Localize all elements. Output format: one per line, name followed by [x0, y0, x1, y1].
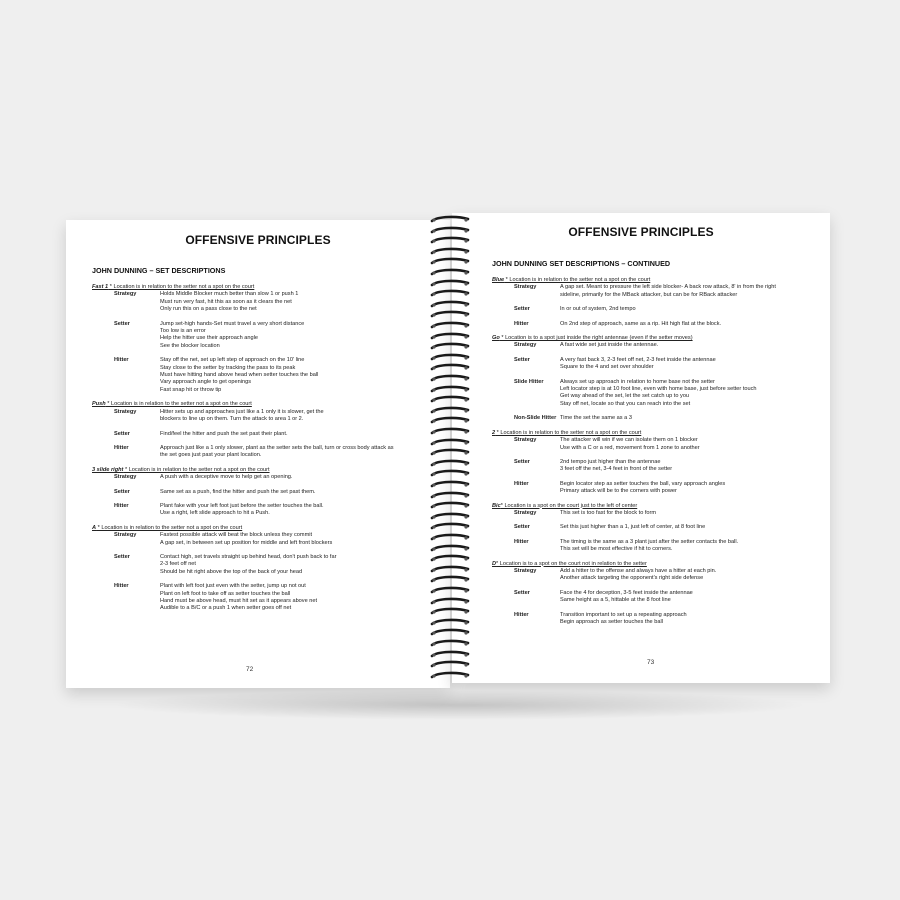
set-heading: [492, 561, 822, 568]
row-label: Strategy: [514, 509, 537, 516]
row-text: [560, 524, 822, 531]
row-line: Help the hitter use their approach angle: [160, 335, 258, 342]
set-row: [92, 503, 442, 518]
row-label: Strategy: [514, 437, 537, 444]
set-section: [92, 525, 442, 613]
row-text: [560, 481, 822, 496]
set-row: [92, 474, 442, 481]
row-line: Begin approach as setter touches the ball: [560, 619, 663, 625]
row-line: Stay close to the setter by tracking the pass to its peak: [160, 364, 296, 371]
set-name: 2: [492, 429, 496, 436]
spiral-coil: [428, 236, 472, 246]
spiral-coil: [428, 618, 472, 628]
set-location-note: * Location is a spot on the court just to the left of center: [500, 502, 638, 509]
row-line: Stay off the net, set up left step of approach on the 10' line: [160, 357, 305, 364]
row-line: Holds Middle Blocker much better than slow 1 or push 1: [160, 291, 299, 298]
row-line: 2-3 feet off net: [160, 561, 196, 568]
row-line: 2nd tempo just higher than the antennae: [560, 458, 661, 465]
row-text: [560, 321, 822, 328]
row-text: [160, 554, 442, 576]
spiral-coil: [428, 215, 472, 225]
spiral-coil: [428, 448, 472, 458]
row-label: Strategy: [514, 567, 537, 574]
set-row: [92, 532, 442, 547]
row-line: The attacker will win if we can isolate them on 1 blocker: [560, 437, 698, 444]
set-section: [492, 430, 822, 496]
row-line: Add a hitter to the offense and always have a hitter at each pin.: [560, 567, 717, 574]
row-label: Hitter: [114, 444, 129, 451]
row-line: Must have hitting hand above head when setter touches the ball: [160, 372, 319, 379]
row-line: 3 feet off the net, 3-4 feet in front of the setter: [560, 466, 673, 473]
set-row: [492, 590, 822, 605]
row-label: Setter: [514, 589, 530, 596]
set-row: [492, 539, 822, 554]
row-text: [560, 539, 822, 554]
set-row: [92, 291, 442, 313]
set-row: [92, 409, 442, 424]
row-line: the set goes just past your plant location.: [160, 452, 262, 459]
set-row: [492, 568, 822, 583]
set-heading: [492, 503, 822, 510]
set-name: Bic: [492, 502, 501, 509]
row-line: A push with a deceptive move to help get an opening.: [160, 474, 293, 481]
row-text: [160, 321, 442, 351]
row-line: Hand must be above head, must hit set as it appears above net: [160, 598, 318, 604]
row-label: Setter: [114, 553, 130, 560]
set-section: [92, 467, 442, 518]
set-row: [92, 445, 442, 460]
row-label: Hitter: [514, 480, 529, 487]
row-text: [560, 590, 822, 605]
row-label: Hitter: [514, 320, 529, 327]
row-label: Setter: [514, 458, 530, 465]
row-line: Vary approach angle to get openings: [160, 379, 252, 386]
row-text: [160, 409, 442, 424]
set-row: [92, 489, 442, 496]
row-label: Hitter: [114, 502, 129, 509]
set-name: D: [492, 560, 497, 567]
row-line: The timing is the same as a 3 plant just after the setter contacts the ball.: [560, 538, 739, 545]
set-row: [492, 524, 822, 531]
row-line: Begin locator step as setter touches the ball, vary approach angles: [560, 480, 726, 487]
set-row: [492, 321, 822, 328]
row-label: Setter: [114, 430, 130, 437]
row-line: Should be hit right above the top of the back of your head: [160, 568, 303, 575]
row-line: Use with a C or a red, movement from 1 zone to another: [560, 444, 700, 451]
set-name: Fast 1: [92, 284, 109, 290]
row-text: [560, 415, 822, 422]
row-label: Setter: [514, 356, 530, 363]
row-line: On 2nd step of approach, same as a rip. Hit high flat at the block.: [560, 320, 722, 327]
set-location-note: * Location is in relation to the setter not a spot on the court: [96, 524, 243, 531]
set-section: [92, 401, 442, 459]
spiral-coil: [428, 501, 472, 511]
set-row: [92, 321, 442, 351]
set-row: [92, 583, 442, 613]
spiral-coil: [428, 607, 472, 617]
row-text: [160, 431, 442, 438]
set-location-note: * Location is to a spot just inside the right antennae (even if the setter moves): [499, 335, 693, 342]
section-subtitle: JOHN DUNNING – SET DESCRIPTIONS: [92, 266, 226, 275]
row-line: blockers to line up on them. Turn the attack to area 1 or 2.: [160, 416, 304, 423]
row-line: This set is too fast for the block to form: [560, 509, 657, 516]
set-name: 3 slide right: [92, 466, 124, 473]
row-line: sideline, primarily for the MBack attacker, but can be for RBack attacker: [560, 291, 738, 298]
spiral-coil: [428, 639, 472, 649]
spiral-coil: [428, 480, 472, 490]
row-label: Strategy: [114, 474, 137, 481]
row-line: Set this just higher than a 1, just left of center, at 8 foot line: [560, 524, 706, 531]
spiral-coil: [428, 395, 472, 405]
row-line: Always set up approach in relation to home base not the setter: [560, 378, 715, 385]
row-text: [160, 474, 442, 481]
row-text: [160, 445, 442, 460]
set-row: [492, 437, 822, 452]
spiral-coil: [428, 289, 472, 299]
section-subtitle: JOHN DUNNING SET DESCRIPTIONS – CONTINUED: [492, 259, 671, 268]
spiral-coil: [428, 438, 472, 448]
spiral-coil: [428, 300, 472, 310]
row-text: [560, 379, 822, 409]
set-location-note: * Location is in relation to the setter not a spot on the court: [105, 401, 252, 408]
spiral-coil: [428, 469, 472, 479]
row-label: Setter: [514, 306, 530, 313]
set-section: [92, 284, 442, 394]
row-line: This set will be most effective if hit to corners.: [560, 546, 673, 553]
spiral-coil: [428, 385, 472, 395]
spiral-coil: [428, 279, 472, 289]
spiral-coil: [428, 650, 472, 660]
spiral-coil: [428, 406, 472, 416]
row-line: Time the set the same as a 3: [560, 415, 632, 422]
row-label: Strategy: [514, 342, 537, 349]
set-row: [92, 357, 442, 394]
set-heading: [492, 335, 822, 342]
row-line: Audible to a B/C or a push 1 when setter goes off net: [160, 605, 292, 612]
row-text: [560, 357, 822, 372]
spiral-coil: [428, 427, 472, 437]
row-line: Only run this on a pass close to the net: [160, 306, 257, 313]
row-line: Plant on left foot to take off as setter touches the ball: [160, 590, 291, 597]
row-line: Approach just like a 1 only slower, plant as the setter sets the ball, turn or cross body attack as: [160, 444, 394, 451]
spiral-coil: [428, 512, 472, 522]
set-row: [492, 481, 822, 496]
row-text: [560, 306, 822, 313]
row-text: [560, 437, 822, 452]
row-text: [160, 532, 442, 547]
page-title: OFFENSIVE PRINCIPLES: [568, 225, 714, 239]
row-label: Non-Slide Hitter: [514, 415, 557, 422]
spiral-coil: [428, 321, 472, 331]
set-row: [492, 612, 822, 627]
spiral-coil: [428, 554, 472, 564]
page-title: OFFENSIVE PRINCIPLES: [185, 233, 331, 247]
row-line: Same height as a 5, hittable at the 8 foot line: [560, 597, 671, 604]
set-location-note: * Location is in relation to the setter not a spot on the court: [123, 466, 270, 473]
set-section: [492, 335, 822, 423]
set-heading: [92, 401, 442, 408]
row-line: Must run very fast, hit this as soon as it clears the net: [160, 298, 292, 305]
set-row: [492, 510, 822, 517]
set-row: [492, 459, 822, 474]
row-line: See the blocker location: [160, 342, 220, 349]
row-label: Setter: [514, 524, 530, 531]
set-row: [492, 284, 822, 299]
set-heading: [492, 277, 822, 284]
set-location-note: * Location is in relation to the setter not a spot on the court: [504, 277, 651, 283]
set-heading: [92, 525, 442, 532]
set-heading: [92, 284, 442, 291]
row-line: Contact high, set travels straight up behind head, don't push back to far: [160, 553, 337, 560]
row-line: A very fast back 3, 2-3 feet off net, 2-3 feet inside the antennae: [560, 356, 716, 363]
spiral-coil: [428, 459, 472, 469]
spiral-coil: [428, 416, 472, 426]
row-line: A fast wide set just inside the antennae.: [560, 342, 659, 349]
spiral-coil: [428, 374, 472, 384]
row-line: Fastest possible attack will beat the block unless they commit: [160, 532, 313, 539]
set-row: [492, 357, 822, 372]
spiral-coil: [428, 575, 472, 585]
row-line: Find/feel the hitter and push the set past their plant.: [160, 430, 288, 437]
row-label: Setter: [114, 488, 130, 495]
row-label: Strategy: [114, 532, 137, 539]
spiral-coil: [428, 353, 472, 363]
row-text: [560, 568, 822, 583]
set-name: Blue: [492, 277, 505, 283]
spiral-coil: [428, 597, 472, 607]
row-label: Hitter: [514, 538, 529, 545]
row-text: [160, 503, 442, 518]
left-page: [66, 220, 450, 688]
right-page: [452, 213, 830, 683]
page-number: 72: [246, 666, 254, 673]
row-text: [560, 612, 822, 627]
spiral-coil: [428, 332, 472, 342]
spiral-coil: [428, 533, 472, 543]
row-text: [560, 510, 822, 517]
set-row: [492, 306, 822, 313]
set-row: [492, 379, 822, 409]
book-shadow: [110, 690, 810, 720]
set-section: [492, 503, 822, 554]
spiral-coil: [428, 268, 472, 278]
row-text: [160, 583, 442, 613]
row-line: Use a right, left slide approach to hit a Push.: [160, 510, 270, 517]
set-location-note: * Location is in relation to the setter not a spot on the court: [495, 429, 642, 436]
row-label: Slide Hitter: [514, 378, 544, 385]
left-content: [92, 282, 442, 620]
spiral-coil: [428, 628, 472, 638]
row-line: Jump set-high hands-Set must travel a very short distance: [160, 320, 305, 327]
set-name: A: [92, 524, 97, 531]
spiral-coil: [428, 671, 472, 681]
right-content: [492, 275, 822, 633]
row-label: Strategy: [114, 291, 137, 298]
row-label: Hitter: [514, 611, 529, 618]
spiral-coil: [428, 226, 472, 236]
row-line: Face the 4 for deception, 3-5 feet inside the antennae: [560, 589, 693, 596]
spiral-coil: [428, 586, 472, 596]
row-line: Left locator step is at 10 foot line, even with home base, just before setter touch: [560, 386, 757, 393]
spiral-coil: [428, 247, 472, 257]
set-section: [492, 561, 822, 627]
set-name: Push: [92, 401, 106, 408]
row-line: Fast snap hit or throw tip: [160, 386, 222, 393]
row-line: Hitter sets up and approaches just like a 1 only it is slower, get the: [160, 408, 324, 415]
row-line: Transition important to set up a repeating approach: [560, 611, 687, 618]
spiral-coil: [428, 257, 472, 267]
row-label: Setter: [114, 320, 130, 327]
spiral-coil: [428, 342, 472, 352]
row-label: Strategy: [514, 284, 537, 291]
row-line: Same set as a push, find the hitter and push the set past them.: [160, 488, 316, 495]
row-text: [160, 291, 442, 313]
page-number: 73: [647, 659, 655, 666]
set-location-note: * Location is in relation to the setter not a spot on the court: [108, 284, 255, 290]
set-row: [492, 342, 822, 349]
spiral-coil: [428, 310, 472, 320]
row-line: In or out of system, 2nd tempo: [560, 306, 636, 313]
set-section: [492, 277, 822, 328]
set-name: Go: [492, 335, 500, 342]
row-text: [560, 284, 822, 299]
row-line: A gap set, in between set up position for middle and left front blockers: [160, 539, 333, 546]
spiral-coil: [428, 565, 472, 575]
row-label: Hitter: [114, 357, 129, 364]
spiral-coil: [428, 491, 472, 501]
row-label: Hitter: [114, 583, 129, 590]
row-line: Plant with left foot just even with the setter, jump up not out: [160, 583, 306, 590]
set-location-note: * Location is to a spot on the court not in relation to the setter: [496, 560, 647, 567]
row-line: Primary attack will be to the corners with power: [560, 488, 677, 495]
row-line: A gap set. Meant to pressure the left side blocker- A back row attack, 8' in from the right: [560, 284, 776, 291]
row-line: Too low is an error: [160, 328, 206, 335]
set-heading: [92, 467, 442, 474]
row-text: [560, 342, 822, 349]
set-row: [492, 415, 822, 422]
row-label: Strategy: [114, 408, 137, 415]
set-row: [92, 431, 442, 438]
row-text: [560, 459, 822, 474]
row-text: [160, 489, 442, 496]
row-line: Square to the 4 and set over shoulder: [560, 364, 654, 371]
spiral-coil: [428, 544, 472, 554]
spiral-binding: [428, 215, 472, 685]
spiral-coil: [428, 522, 472, 532]
row-line: Plant fake with your left foot just before the setter touches the ball.: [160, 502, 324, 509]
row-line: Get way ahead of the set, let the set catch up to you: [560, 393, 690, 400]
spiral-coil: [428, 363, 472, 373]
row-line: Another attack targeting the opponent's right side defense: [560, 575, 704, 582]
spiral-coil: [428, 660, 472, 670]
set-row: [92, 554, 442, 576]
row-line: Stay off net, locate so that you can reach into the set: [560, 400, 691, 407]
set-heading: [492, 430, 822, 437]
row-text: [160, 357, 442, 394]
